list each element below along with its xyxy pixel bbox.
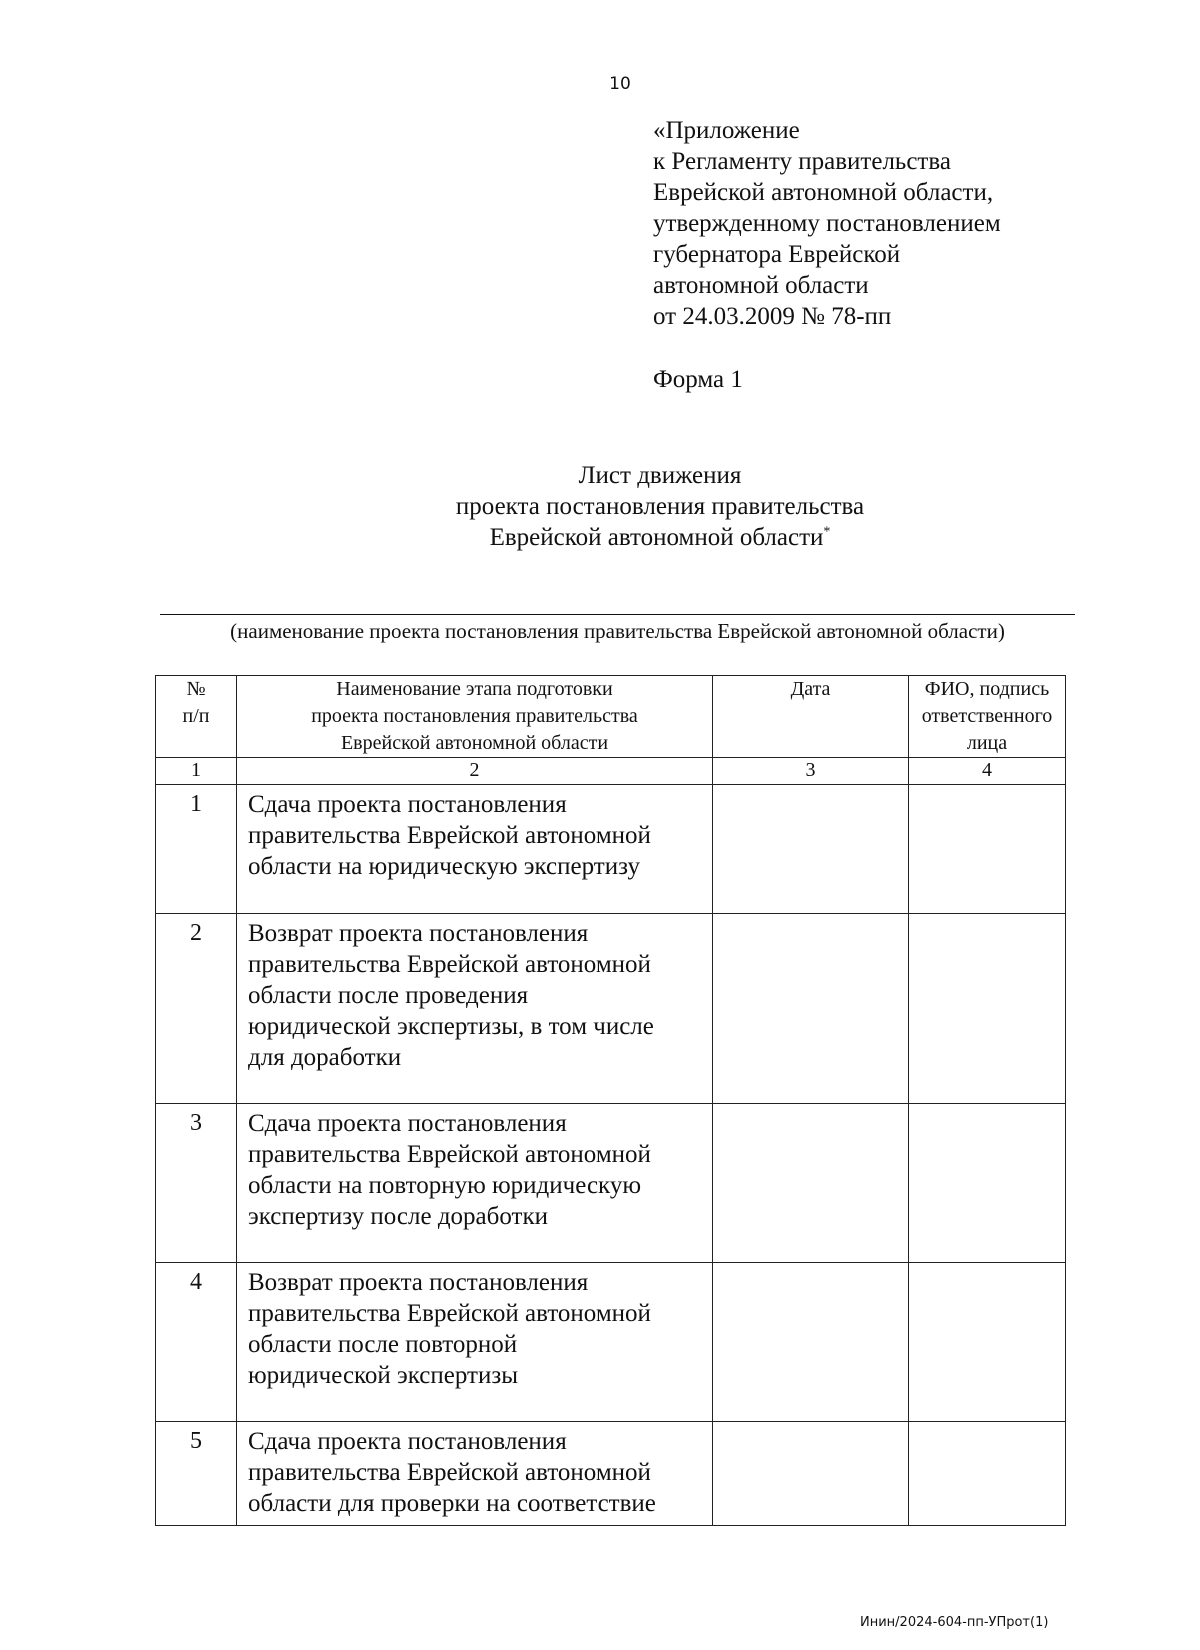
page-number: 10 xyxy=(609,74,631,94)
document-title xyxy=(300,460,1020,553)
date-cell[interactable] xyxy=(713,914,909,1104)
row-number: 5 xyxy=(156,1422,237,1526)
row-number: 4 xyxy=(156,1263,237,1422)
appendix-line: «Приложение xyxy=(653,117,800,144)
date-cell[interactable] xyxy=(713,1263,909,1422)
table-row xyxy=(156,1104,1066,1263)
stage-line: Возврат проекта постановления xyxy=(248,1269,589,1296)
header-text: Дата xyxy=(790,678,831,700)
table-row xyxy=(156,914,1066,1104)
title-line: Лист движения xyxy=(578,462,742,489)
stage-line: Сдача проекта постановления xyxy=(248,1428,567,1455)
header-text: лица xyxy=(966,732,1008,754)
stage-line: для доработки xyxy=(248,1044,402,1071)
appendix-line: Еврейской автономной области, xyxy=(653,179,994,206)
appendix-line: утвержденному постановлением xyxy=(653,210,1001,237)
header-responsible xyxy=(909,676,1066,758)
footnote-mark: * xyxy=(823,524,831,540)
table-row xyxy=(156,785,1066,914)
header-text: проекта постановления правительства xyxy=(311,705,638,727)
date-cell[interactable] xyxy=(713,1104,909,1263)
stage-line: юридической экспертизы xyxy=(248,1362,519,1389)
stage-line: юридической экспертизы, в том числе xyxy=(248,1013,654,1040)
title-line-text: Еврейской автономной области xyxy=(489,524,824,551)
column-index: 1 xyxy=(156,758,237,785)
stage-description xyxy=(237,785,713,914)
table-row xyxy=(156,1263,1066,1422)
table-row xyxy=(156,1422,1066,1526)
row-number: 2 xyxy=(156,914,237,1104)
stage-line: Сдача проекта постановления xyxy=(248,1110,567,1137)
stage-description xyxy=(237,1263,713,1422)
stage-line: правительства Еврейской автономной xyxy=(248,1459,651,1486)
header-date xyxy=(713,676,909,758)
column-index-row xyxy=(156,758,1066,785)
column-index: 3 xyxy=(713,758,909,785)
header-text: Еврейской автономной области xyxy=(340,732,609,754)
stage-description xyxy=(237,1104,713,1263)
header-text: Наименование этапа подготовки xyxy=(336,678,613,700)
stage-line: правительства Еврейской автономной xyxy=(248,1300,651,1327)
stage-line: области на повторную юридическую xyxy=(248,1172,642,1199)
form-label: Форма 1 xyxy=(653,366,743,393)
stage-line: правительства Еврейской автономной xyxy=(248,1141,651,1168)
column-index: 2 xyxy=(237,758,713,785)
stages-table xyxy=(155,675,1066,1526)
appendix-line: от 24.03.2009 № 78-пп xyxy=(653,303,892,330)
signature-cell[interactable] xyxy=(909,1104,1066,1263)
appendix-header xyxy=(653,115,1001,332)
header-number xyxy=(156,676,237,758)
signature-cell[interactable] xyxy=(909,1422,1066,1526)
stage-line: области после проведения xyxy=(248,982,529,1009)
stage-line: области на юридическую экспертизу xyxy=(248,853,640,880)
column-index: 4 xyxy=(909,758,1066,785)
row-number: 1 xyxy=(156,785,237,914)
project-name-blank-line xyxy=(160,614,1075,615)
header-text: № xyxy=(186,678,206,700)
title-line: проекта постановления правительства xyxy=(455,493,865,520)
table-header-row xyxy=(156,676,1066,758)
appendix-line: губернатора Еврейской xyxy=(653,241,901,268)
signature-cell[interactable] xyxy=(909,914,1066,1104)
header-text: п/п xyxy=(182,705,210,727)
stage-line: правительства Еврейской автономной xyxy=(248,951,651,978)
date-cell[interactable] xyxy=(713,785,909,914)
appendix-line: автономной области xyxy=(653,272,869,299)
stage-line: экспертизу после доработки xyxy=(248,1203,548,1230)
stage-line: области для проверки на соответствие xyxy=(248,1490,656,1517)
header-text: ФИО, подпись xyxy=(924,678,1050,700)
stage-description xyxy=(237,1422,713,1526)
date-cell[interactable] xyxy=(713,1422,909,1526)
stage-line: правительства Еврейской автономной xyxy=(248,822,651,849)
stage-line: Возврат проекта постановления xyxy=(248,920,589,947)
project-name-caption: (наименование проекта постановления правительства Еврейской автономной области) xyxy=(230,619,1005,643)
stage-line: Сдача проекта постановления xyxy=(248,791,567,818)
header-text: ответственного xyxy=(921,705,1053,727)
appendix-line: к Регламенту правительства xyxy=(653,148,951,175)
document-code: Инин/2024-604-пп-УПрот(1) xyxy=(860,1615,1049,1630)
title-line xyxy=(300,522,1020,553)
stage-line: области после повторной xyxy=(248,1331,518,1358)
signature-cell[interactable] xyxy=(909,1263,1066,1422)
stage-description xyxy=(237,914,713,1104)
signature-cell[interactable] xyxy=(909,785,1066,914)
header-stage xyxy=(237,676,713,758)
row-number: 3 xyxy=(156,1104,237,1263)
